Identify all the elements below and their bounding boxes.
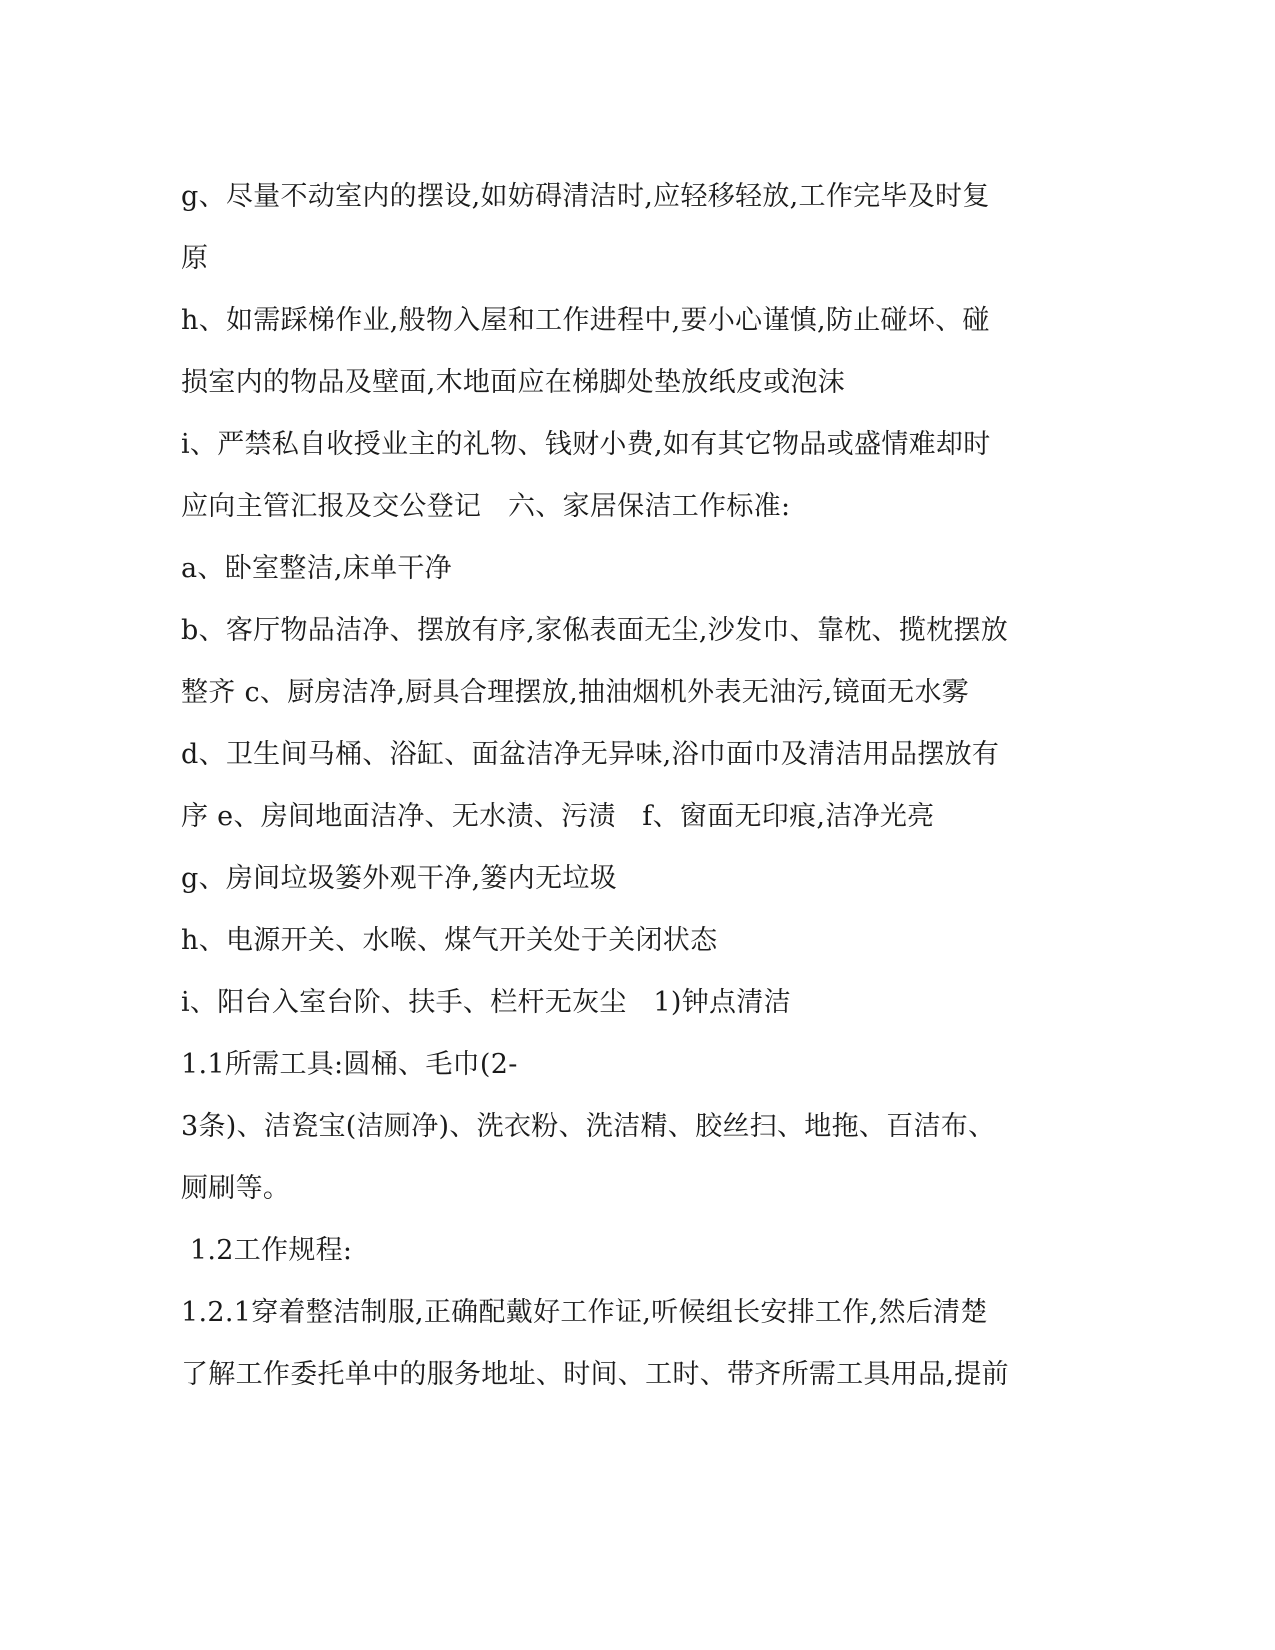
text-line: 了解工作委托单中的服务地址、时间、工时、带齐所需工具用品,提前 [181, 1359, 1009, 1390]
text-line: i、阳台入室台阶、扶手、栏杆无灰尘 1)钟点清洁 [181, 987, 791, 1018]
text-line: 厕刷等。 [181, 1173, 291, 1204]
text-line: b、客厅物品洁净、摆放有序,家俬表面无尘,沙发巾、靠枕、揽枕摆放 [181, 615, 1009, 646]
text-line: h、如需踩梯作业,般物入屋和工作进程中,要小心谨慎,防止碰坏、碰 [181, 305, 990, 336]
text-line: a、卧室整洁,床单干净 [181, 553, 452, 584]
text-line: 1.2.1穿着整洁制服,正确配戴好工作证,听候组长安排工作,然后清楚 [181, 1297, 988, 1328]
text-line: 应向主管汇报及交公登记 六、家居保洁工作标准: [181, 491, 791, 522]
text-line: 1.1所需工具:圆桶、毛巾(2- [181, 1049, 518, 1080]
text-line: 1.2工作规程: [181, 1235, 353, 1266]
document-body [0, 166, 1275, 1406]
text-line: 整齐 c、厨房洁净,厨具合理摆放,抽油烟机外表无油污,镜面无水雾 [181, 677, 970, 708]
text-line: 序 e、房间地面洁净、无水渍、污渍 f、窗面无印痕,洁净光亮 [181, 801, 935, 832]
text-line: g、房间垃圾篓外观干净,篓内无垃圾 [181, 863, 617, 894]
text-line: g、尽量不动室内的摆设,如妨碍清洁时,应轻移轻放,工作完毕及时复 [181, 181, 990, 212]
text-line: d、卫生间马桶、浴缸、面盆洁净无异味,浴巾面巾及清洁用品摆放有 [181, 739, 1000, 770]
text-line: 3条)、洁瓷宝(洁厕净)、洗衣粉、洗洁精、胶丝扫、地拖、百洁布、 [181, 1111, 996, 1142]
text-line: 原 [181, 243, 209, 274]
text-line: h、电源开关、水喉、煤气开关处于关闭状态 [181, 925, 718, 956]
text-line: 损室内的物品及壁面,木地面应在梯脚处垫放纸皮或泡沫 [181, 367, 846, 398]
text-line: i、严禁私自收授业主的礼物、钱财小费,如有其它物品或盛情难却时 [181, 429, 991, 460]
